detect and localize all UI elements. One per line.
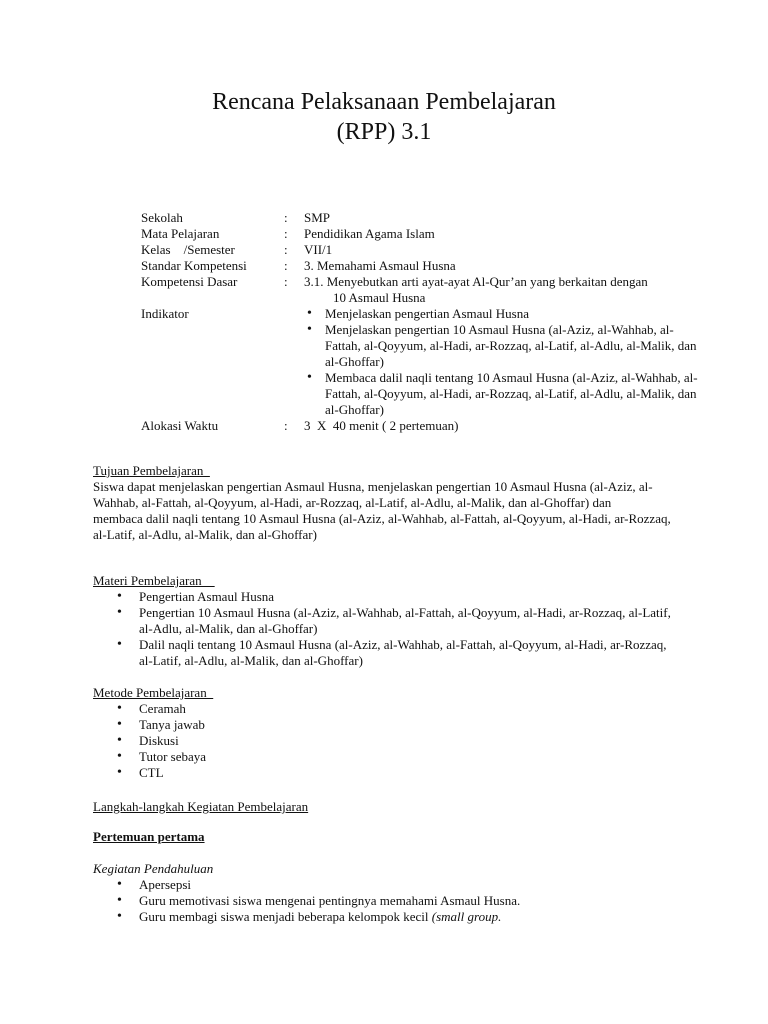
identity-colon: : xyxy=(284,274,288,289)
identity-value: 3. Memahami Asmaul Husna xyxy=(304,258,456,273)
list-item: • Pengertian Asmaul Husna xyxy=(93,589,683,605)
identity-value xyxy=(304,306,701,418)
identity-row-sk xyxy=(141,258,701,274)
identity-label: Alokasi Waktu xyxy=(141,418,219,433)
identity-value: Pendidikan Agama Islam xyxy=(304,226,435,241)
identity-value: 3 X 40 menit ( 2 pertemuan) xyxy=(304,418,459,433)
list-item: • Dalil naqli tentang 10 Asmaul Husna (al-Aziz, al-Wahhab, al-Fattah, al-Qoyyum, al-Hadi, ar-Rozzaq, al-Latif, al-Adlu, al-Malik, dan al-Ghoffar) xyxy=(93,637,683,669)
identity-colon: : xyxy=(284,226,288,241)
pertemuan-section xyxy=(93,829,683,845)
identity-value xyxy=(304,274,701,306)
list-item-italic: (small group. xyxy=(431,909,502,924)
identity-label: Standar Kompetensi xyxy=(141,258,247,273)
identity-table xyxy=(141,210,701,434)
kegiatan-section xyxy=(93,861,683,925)
indikator-item: • Menjelaskan pengertian 10 Asmaul Husna (al-Aziz, al-Wahhab, al-Fattah, al-Qoyyum, al-Hadi, ar-Rozzaq, al-Latif, al-Adlu, al-Malik, dan al-Ghoffar) xyxy=(304,322,701,370)
identity-colon: : xyxy=(284,418,288,433)
identity-colon: : xyxy=(284,210,288,225)
identity-row-kelas xyxy=(141,242,701,258)
list-item: • Diskusi xyxy=(93,733,683,749)
identity-label: Kompetensi Dasar xyxy=(141,274,238,289)
tujuan-paragraph: Siswa dapat menjelaskan pengertian Asmaul Husna, menjelaskan pengertian 10 Asmaul Husna (al-Aziz, al-Wahhab, al-Fattah, al-Qoyyum, al-Hadi, ar-Rozzaq, al-Latif, al-Adlu, al-Malik, dan al-Ghoffar) dan xyxy=(93,479,653,510)
indikator-list xyxy=(304,306,701,418)
metode-list xyxy=(93,701,683,781)
kd-line: 10 Asmaul Husna xyxy=(333,290,426,305)
list-item: • Tanya jawab xyxy=(93,717,683,733)
subsection-heading: Kegiatan Pendahuluan xyxy=(93,861,214,876)
materi-list xyxy=(93,589,683,669)
list-item-text: Guru membagi siswa menjadi beberapa kelompok kecil xyxy=(139,909,432,924)
document-subtitle: (RPP) 3.1 xyxy=(336,119,432,145)
list-item xyxy=(93,909,683,925)
identity-label: Sekolah xyxy=(141,210,183,225)
tujuan-paragraph: membaca dalil naqli tentang 10 Asmaul Husna (al-Aziz, al-Wahhab, al-Fattah, al-Qoyyum, al-Hadi, ar-Rozzaq, al-Latif, al-Adlu, al-Malik, dan al-Ghoffar) xyxy=(93,511,671,542)
identity-label: Indikator xyxy=(141,306,189,321)
list-item: • Apersepsi xyxy=(93,877,683,893)
identity-row-kd xyxy=(141,274,701,306)
identity-row-indikator xyxy=(141,306,701,418)
indikator-item: • Membaca dalil naqli tentang 10 Asmaul Husna (al-Aziz, al-Wahhab, al-Fattah, al-Qoyyum, al-Hadi, ar-Rozzaq, al-Latif, al-Adlu, al-Malik, dan al-Ghoffar) xyxy=(304,370,701,418)
section-heading: Langkah-langkah Kegiatan Pembelajaran xyxy=(93,799,309,814)
list-item: • Tutor sebaya xyxy=(93,749,683,765)
kegiatan-list xyxy=(93,877,683,925)
document-title: Rencana Pelaksanaan Pembelajaran xyxy=(212,89,556,115)
indikator-item: • Menjelaskan pengertian Asmaul Husna xyxy=(304,306,701,322)
materi-section xyxy=(93,573,683,669)
langkah-section xyxy=(93,799,683,815)
identity-value: SMP xyxy=(304,210,331,225)
identity-colon: : xyxy=(284,258,288,273)
list-item: • CTL xyxy=(93,765,683,781)
identity-row-alokasi xyxy=(141,418,701,434)
identity-row-sekolah xyxy=(141,210,701,226)
section-heading: Pertemuan pertama xyxy=(93,829,205,844)
section-heading: Metode Pembelajaran xyxy=(93,685,214,700)
identity-row-mapel xyxy=(141,226,701,242)
section-heading: Materi Pembelajaran xyxy=(93,573,215,588)
identity-label: Kelas /Semester xyxy=(141,242,235,257)
list-item: • Ceramah xyxy=(93,701,683,717)
list-item: • Pengertian 10 Asmaul Husna (al-Aziz, al-Wahhab, al-Fattah, al-Qoyyum, al-Hadi, ar-Rozzaq, al-Latif, al-Adlu, al-Malik, dan al-Ghoffar) xyxy=(93,605,683,637)
identity-label: Mata Pelajaran xyxy=(141,226,220,241)
identity-value: VII/1 xyxy=(304,242,333,257)
tujuan-section xyxy=(93,463,683,543)
metode-section xyxy=(93,685,683,781)
kd-line: 3.1. Menyebutkan arti ayat-ayat Al-Qur’an yang berkaitan dengan xyxy=(304,274,648,289)
list-item: • Guru memotivasi siswa mengenai pentingnya memahami Asmaul Husna. xyxy=(93,893,683,909)
section-heading: Tujuan Pembelajaran xyxy=(93,463,210,478)
identity-colon: : xyxy=(284,242,288,257)
